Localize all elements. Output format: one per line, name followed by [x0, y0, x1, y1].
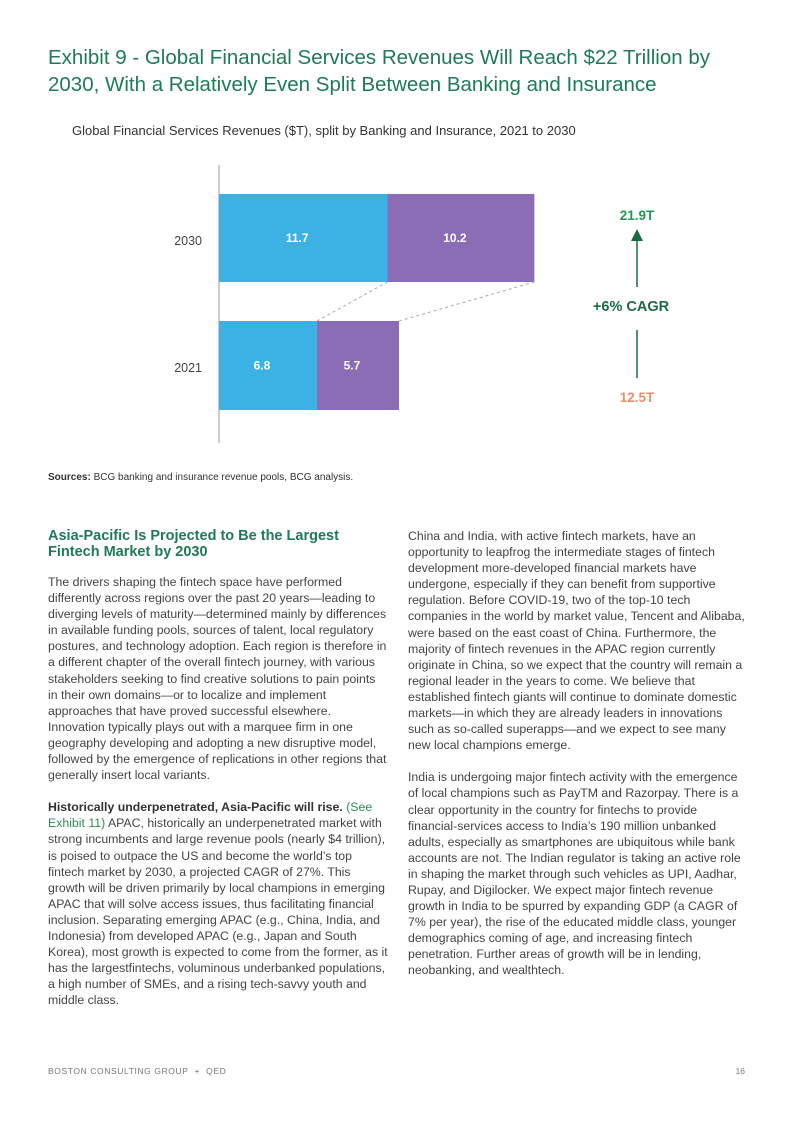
paragraph: The drivers shaping the fintech space have performed differently across regions over the past 20 years—leading to diverging levels of maturity—determined mainly by differences in available funding pools, sources of talent, local regulatory postures, and technology adoption. Each region is therefore in a different chapter of the overall fintech journey, with various stakeholders seeking to find creative solutions to pain points in their own domains—or to localize and implement approaches that have proved successful elsewhere. Innovation typically plays out with a marquee firm in one geography developing and adopting a new disruptive model, followed by the emergence of replications in other regions that generally insert local variants. [48, 575, 387, 783]
growth-arrow-icon [631, 229, 643, 241]
sources-note [48, 472, 353, 483]
revenue-chart [0, 150, 793, 470]
cagr-label: +6% CAGR [592, 299, 670, 315]
category-label: 2021 [174, 361, 202, 375]
footer-partner: QED [206, 1066, 227, 1076]
footer [48, 1066, 226, 1076]
total-2021-label: 12.5T [619, 390, 655, 405]
data-label: 11.7 [285, 231, 309, 245]
data-label: 10.2 [443, 231, 467, 245]
paragraph [48, 799, 388, 1008]
category-label: 2030 [174, 234, 202, 248]
data-label: 6.8 [253, 358, 271, 373]
sources-text: BCG banking and insurance revenue pools, BCG analysis. [93, 472, 354, 483]
exhibit-title: Exhibit 9 - Global Financial Services Revenues Will Reach $22 Trillion by 2030, With a Relatively Even Split Between Banking and Insurance [48, 46, 710, 96]
paragraph: India is undergoing major fintech activity with the emergence of local champions such as PayTM and Razorpay. There is a clear opportunity in the country for fintechs to provide financial-services access to India’s 190 million unbanked adults, especially as smartphones are ubiquitous while bank accounts are not. The Indian regulator is taking an active role in shaping the market through such vehicles as UPI, Aadhar, Rupay, and Digilocker. We expect major fintech revenue growth in India to be spurred by expanding GDP (a CAGR of 7% per year), the rise of the educated middle class, younger demographics coming of age, and increasing fintech penetration. Further areas of growth will be in lending, neobanking, and wealthtech. [408, 770, 741, 978]
section-heading: Asia-Pacific Is Projected to Be the Largest Fintech Market by 2030 [48, 528, 339, 560]
connector-line [317, 282, 388, 321]
paragraph: China and India, with active fintech markets, have an opportunity to leapfrog the intermediate stages of fintech development more-developed financial markets have undergone, especially if they can benefit from supportive regulation. Before COVID-19, two of the top-10 tech companies in the world by market value, Tencent and Alibaba, were based on the east coast of China. Furthermore, the majority of fintech revenues in the APAC region currently originate in China, so we expect that the country will remain a regional leader in the years to come. We believe that established fintech giants will continue to dominate domestic markets—in which they are already leaders in innovations such as so-called superapps—and we expect to see many new local champions emerge. [408, 529, 745, 753]
paragraph-lead: Historically underpenetrated, Asia-Pacific will rise. [48, 800, 343, 815]
footer-separator: + [194, 1066, 201, 1076]
sources-label: Sources: [48, 472, 91, 483]
footer-company: BOSTON CONSULTING GROUP [48, 1066, 189, 1076]
page-number: 16 [735, 1066, 745, 1076]
article-column-right [408, 528, 748, 995]
paragraph-text: APAC, historically an underpenetrated market with strong incumbents and large revenue pools (nearly $4 trillion), is poised to outpace the US and become the world’s top fintech market by 2030, a projected CAGR of 27%. This growth will be driven primarily by local champions in emerging APAC that will solve access issues, thus facilitating financial inclusion. Separating emerging APAC (e.g., China, India, and Indonesia) from developed APAC (e.g., Japan and South Korea), most growth is expected to come from the former, as it has the largestfintechs, voluminous underbanked populations, a high number of SMEs, and a rising tech-savvy youth and middle class. [48, 816, 388, 1008]
exhibit-reference-link[interactable]: (See Exhibit 11) [48, 800, 373, 831]
data-label: 5.7 [343, 358, 361, 373]
article-column-left [48, 528, 388, 1024]
connector-line [399, 282, 534, 321]
chart-subtitle: Global Financial Services Revenues ($T), split by Banking and Insurance, 2021 to 2030 [72, 123, 576, 138]
total-2030-label: 21.9T [619, 208, 655, 223]
